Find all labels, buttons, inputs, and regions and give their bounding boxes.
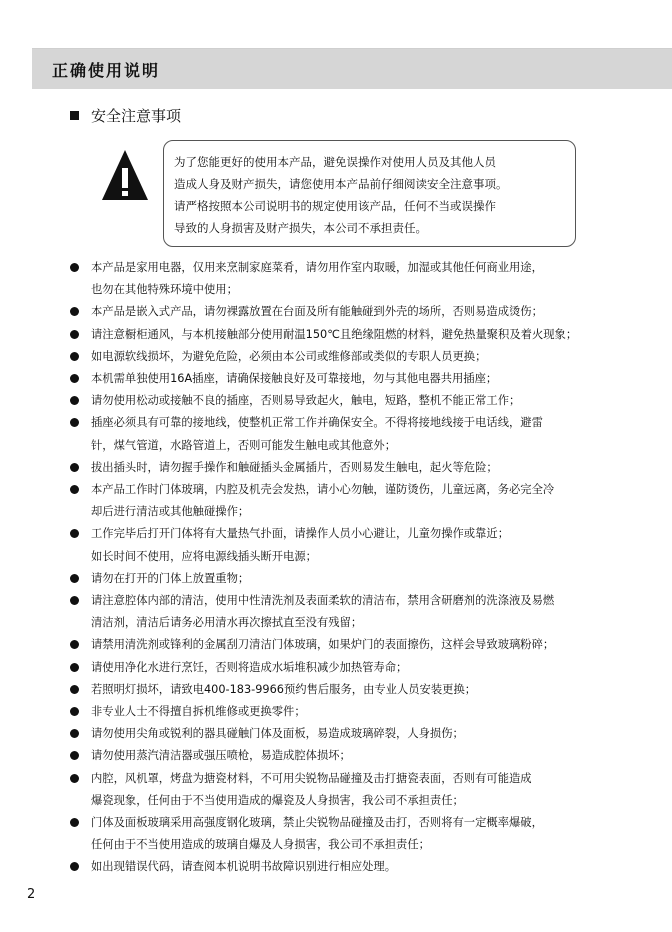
safety-bullet-list xyxy=(70,257,670,879)
bullet-item xyxy=(70,856,670,878)
bullet-item xyxy=(70,745,670,767)
safety-notice-box xyxy=(163,140,576,247)
bullet-item xyxy=(70,657,670,679)
warning-triangle-icon xyxy=(100,148,150,202)
header-bar xyxy=(32,48,672,89)
page-number: 2 xyxy=(27,887,36,902)
bullet-dot-icon xyxy=(70,330,79,339)
bullet-text: 爆瓷现象，任何由于不当使用造成的爆瓷及人身损害，我公司不承担责任； xyxy=(91,793,464,807)
bullet-dot-icon xyxy=(70,485,79,494)
bullet-text: 本产品工作时门体玻璃，内腔及机壳会发热，请小心勿触，谨防烫伤，儿童远离，务必完全冷 xyxy=(91,483,555,497)
bullet-dot-icon xyxy=(70,374,79,383)
bullet-text: 请禁用清洗剂或锋利的金属刮刀清洁门体玻璃，如果炉门的表面擦伤，这样会导致玻璃粉碎； xyxy=(91,638,555,652)
bullet-dot-icon xyxy=(70,707,79,716)
bullet-dot-icon xyxy=(70,663,79,672)
bullet-item xyxy=(70,412,670,456)
bullet-dot-icon xyxy=(70,685,79,694)
bullet-item xyxy=(70,390,670,412)
bullet-text: 请勿使用尖角或锐利的器具碰触门体及面板，易造成玻璃碎裂，人身损伤； xyxy=(91,727,464,741)
bullet-item xyxy=(70,634,670,656)
bullet-item xyxy=(70,257,670,301)
bullet-dot-icon xyxy=(70,352,79,361)
bullet-text: 针，煤气管道，水路管道上，否则可能发生触电或其他意外； xyxy=(91,438,397,452)
bullet-dot-icon xyxy=(70,263,79,272)
bullet-dot-icon xyxy=(70,774,79,783)
bullet-item xyxy=(70,768,670,812)
bullet-dot-icon xyxy=(70,729,79,738)
bullet-dot-icon xyxy=(70,640,79,649)
bullet-text: 清洁剂，清洁后请务必用清水再次擦拭直至没有残留； xyxy=(91,616,363,630)
bullet-text: 门体及面板玻璃采用高强度钢化玻璃，禁止尖锐物品碰撞及击打，否则将有一定概率爆破， xyxy=(91,816,543,830)
bullet-dot-icon xyxy=(70,818,79,827)
bullet-text: 请勿在打开的门体上放置重物； xyxy=(91,571,250,585)
bullet-text: 本产品是嵌入式产品，请勿裸露放置在台面及所有能触碰到外壳的场所，否则易造成烫伤； xyxy=(91,305,543,319)
bullet-text: 本机需单独使用16A插座，请确保接触良好及可靠接地，勿与其他电器共用插座； xyxy=(91,372,498,386)
black-square-icon xyxy=(70,111,79,120)
bullet-text: 如电源软线损坏，为避免危险，必须由本公司或维修部或类似的专职人员更换； xyxy=(91,349,487,363)
bullet-item xyxy=(70,590,670,634)
bullet-item xyxy=(70,812,670,856)
bullet-item xyxy=(70,368,670,390)
bullet-text: 内腔，风机罩，烤盘为搪瓷材料，不可用尖锐物品碰撞及击打搪瓷表面，否则有可能造成 xyxy=(91,771,532,785)
bullet-text: 本产品是家用电器，仅用来烹制家庭菜肴，请勿用作室内取暖，加湿或其他任何商业用途， xyxy=(91,261,543,274)
bullet-dot-icon xyxy=(70,751,79,760)
notice-line: 为了您能更好的使用本产品，避免误操作对使用人员及其他人员 xyxy=(174,155,496,169)
bullet-dot-icon xyxy=(70,307,79,316)
bullet-text: 请使用净化水进行烹饪，否则将造成水垢堆积减少加热管寿命； xyxy=(91,660,408,674)
bullet-text: 工作完毕后打开门体将有大量热气扑面，请操作人员小心避让，儿童勿操作或靠近； xyxy=(91,527,509,541)
bullet-item xyxy=(70,479,670,523)
bullet-dot-icon xyxy=(70,596,79,605)
bullet-item xyxy=(70,723,670,745)
bullet-item xyxy=(70,346,670,368)
bullet-dot-icon xyxy=(70,396,79,405)
bullet-text: 请注意橱柜通风，与本机接触部分使用耐温150℃且绝缘阻燃的材料，避免热量聚积及着火现象； xyxy=(91,327,578,341)
notice-line: 导致的人身损害及财产损失，本公司不承担责任。 xyxy=(174,221,427,235)
section-heading xyxy=(70,105,181,126)
bullet-dot-icon xyxy=(70,862,79,871)
bullet-item xyxy=(70,701,670,723)
bullet-dot-icon xyxy=(70,574,79,583)
section-title: 安全注意事项 xyxy=(91,107,182,125)
bullet-text: 非专业人士不得擅自拆机维修或更换零件； xyxy=(91,705,306,719)
bullet-text: 如出现错误代码，请查阅本机说明书故障识别进行相应处理。 xyxy=(91,860,397,874)
notice-line: 造成人身及财产损失，请您使用本产品前仔细阅读安全注意事项。 xyxy=(174,177,508,191)
bullet-text: 却后进行清洁或其他触碰操作； xyxy=(91,505,250,519)
bullet-item xyxy=(70,568,670,590)
bullet-text: 如长时间不使用，应将电源线插头断开电源； xyxy=(91,549,317,563)
bullet-item xyxy=(70,523,670,567)
bullet-text: 任何由于不当使用造成的玻璃自爆及人身损害，我公司不承担责任； xyxy=(91,838,430,852)
bullet-item xyxy=(70,679,670,701)
bullet-dot-icon xyxy=(70,418,79,427)
bullet-text: 若照明灯损坏，请致电400-183-9966预约售后服务，由专业人员安装更换； xyxy=(91,682,477,696)
bullet-text: 请勿使用蒸汽清洁器或强压喷枪，易造成腔体损坏； xyxy=(91,749,351,763)
page-title: 正确使用说明 xyxy=(52,61,161,80)
bullet-text: 请注意腔体内部的清洁，使用中性清洗剂及表面柔软的清洁布，禁用含研磨剂的洗涤液及易燃 xyxy=(91,594,555,608)
bullet-dot-icon xyxy=(70,463,79,472)
bullet-text: 也勿在其他特殊环境中使用； xyxy=(91,283,238,297)
bullet-text: 请勿使用松动或接触不良的插座，否则易导致起火，触电，短路，整机不能正常工作； xyxy=(91,394,521,408)
notice-line: 请严格按照本公司说明书的规定使用该产品，任何不当或误操作 xyxy=(174,199,496,213)
bullet-item xyxy=(70,457,670,479)
bullet-text: 插座必须具有可靠的接地线，使整机正常工作并确保安全。不得将接地线接于电话线，避雷 xyxy=(91,416,543,430)
bullet-item xyxy=(70,301,670,323)
bullet-dot-icon xyxy=(70,529,79,538)
bullet-item xyxy=(70,324,670,346)
bullet-text: 拔出插头时，请勿握手操作和触碰插头金属插片，否则易发生触电，起火等危险； xyxy=(91,460,498,474)
